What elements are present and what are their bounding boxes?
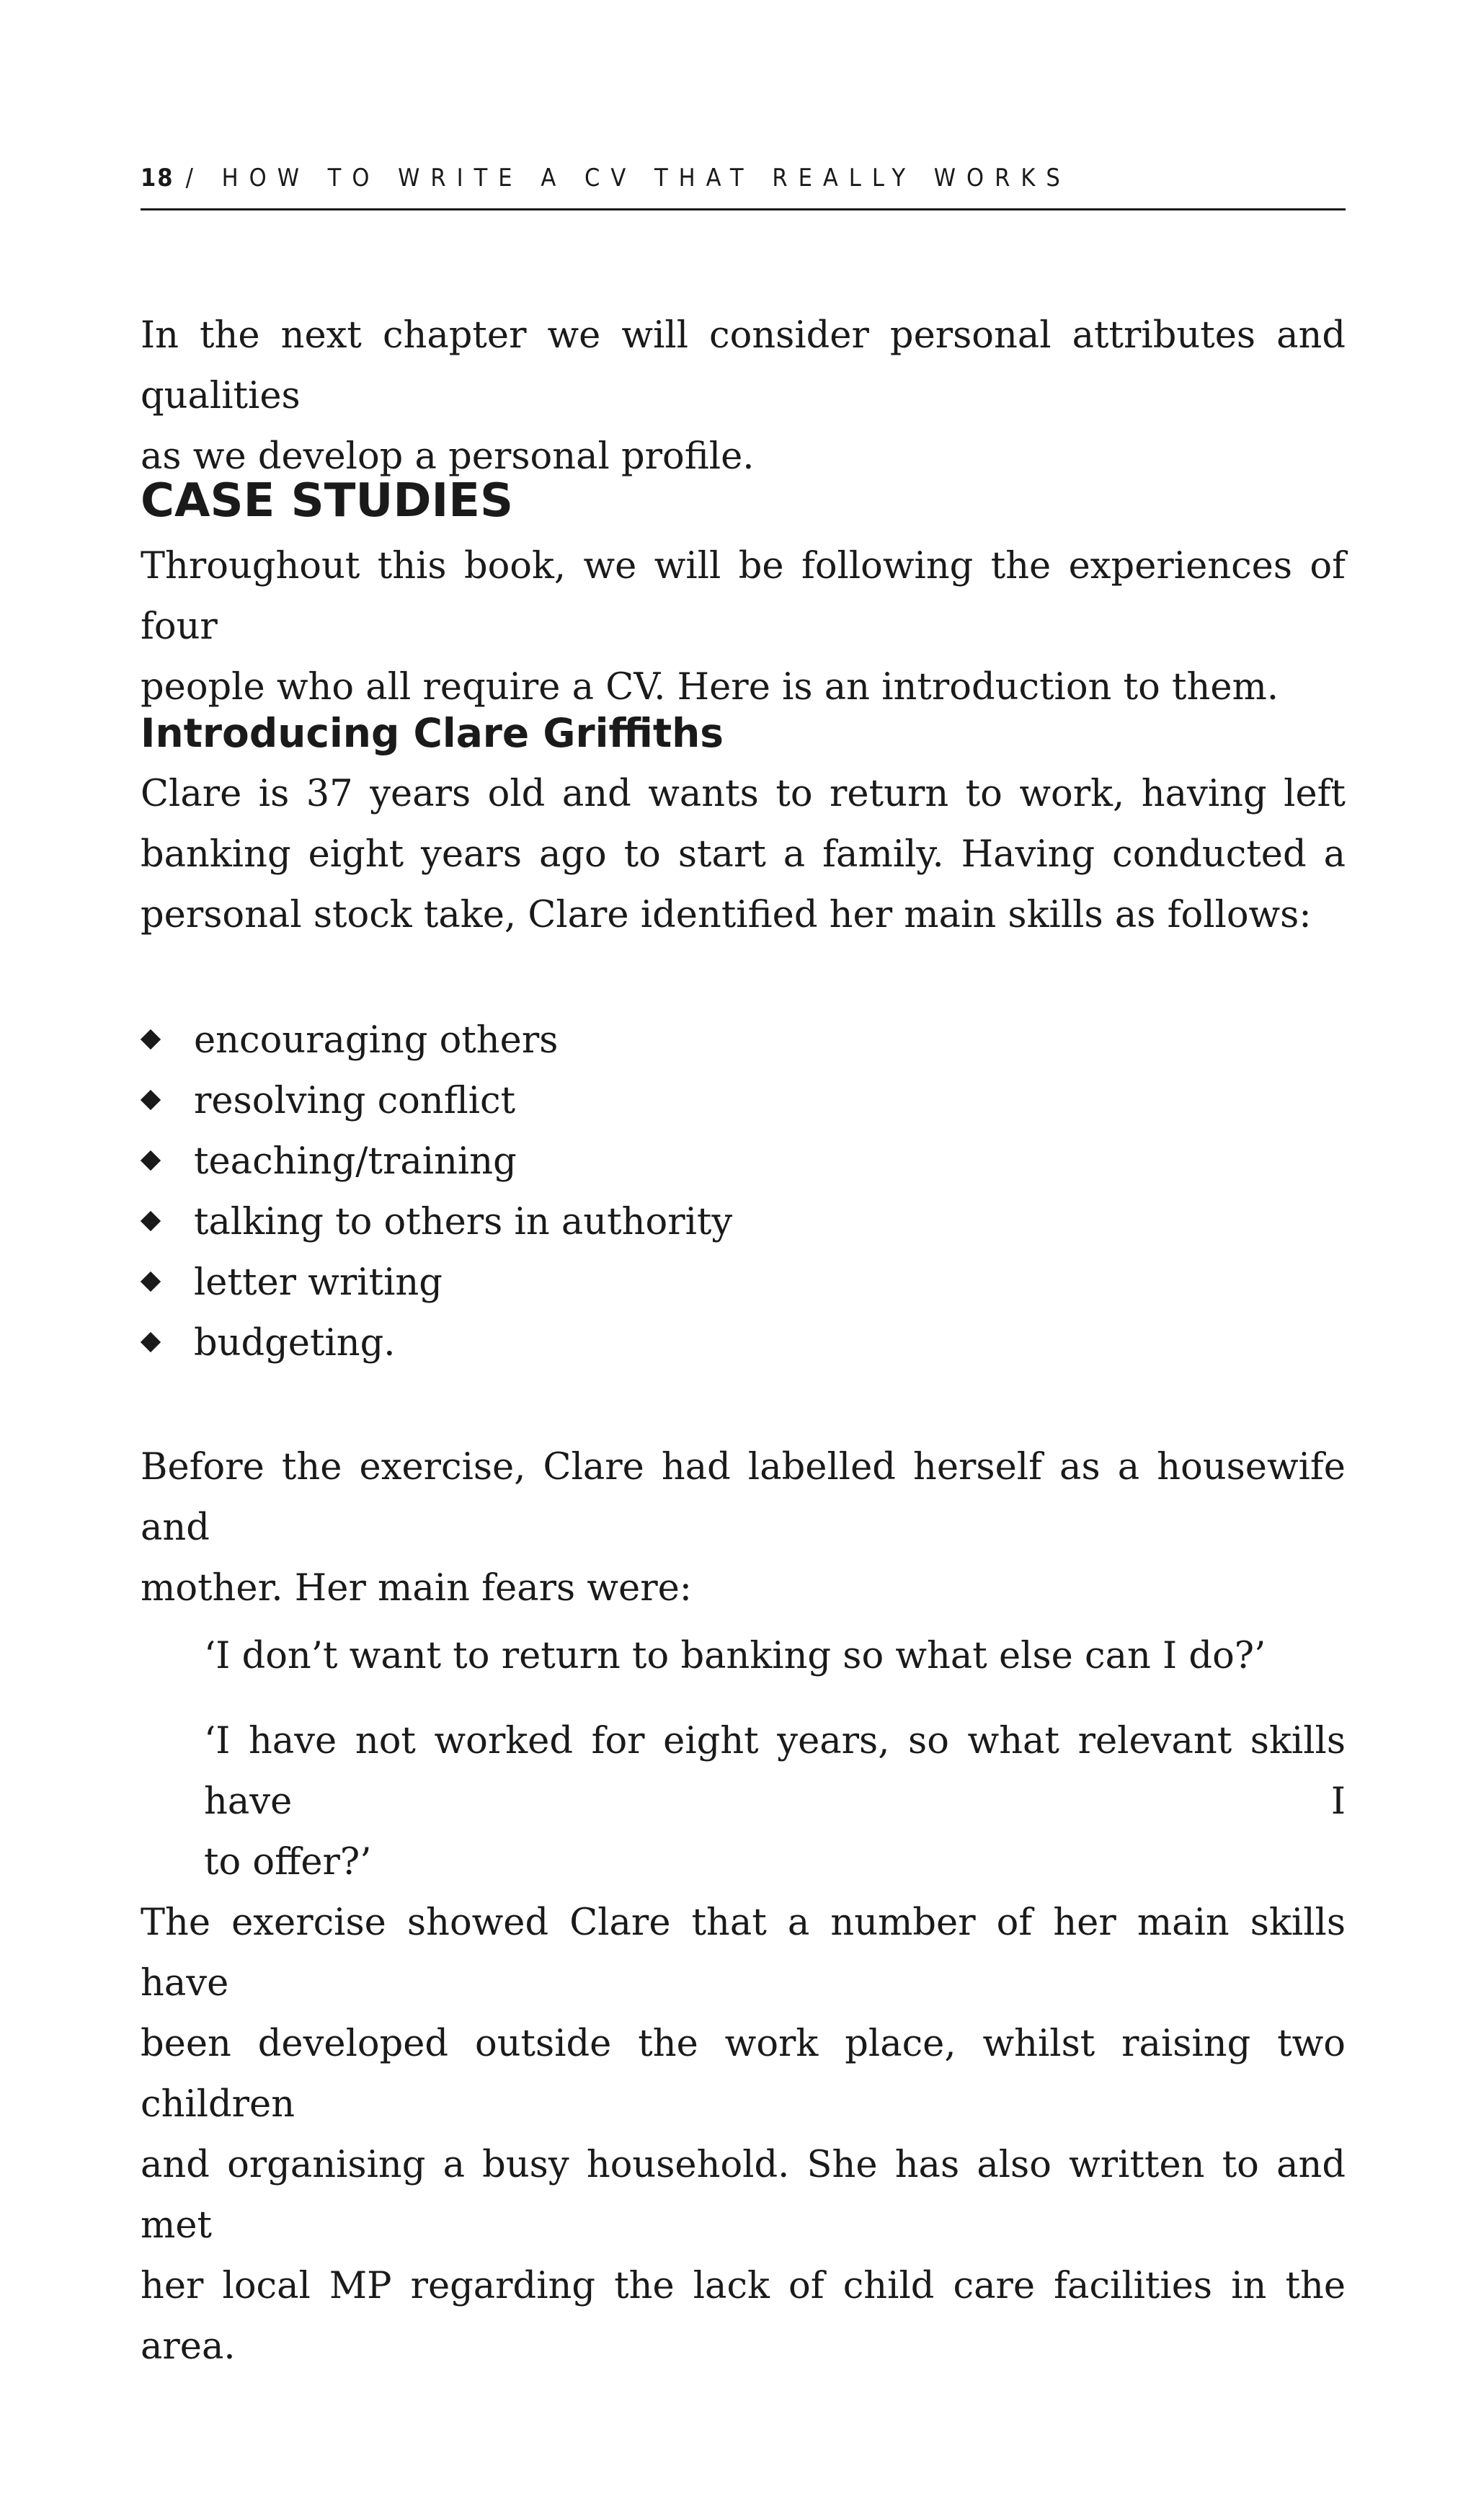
closing-line: and organising a busy household. She has also written to and met	[141, 2144, 1346, 2247]
quote-line: to offer?’	[204, 1841, 372, 1884]
before-exercise-paragraph	[141, 1437, 1346, 1619]
closing-line: her local MP regarding the lack of child care facilities in the area.	[141, 2265, 1346, 2368]
case-studies-paragraph	[141, 536, 1346, 718]
list-item	[141, 1192, 732, 1253]
quote-skills	[204, 1711, 1346, 1893]
header-separator: /	[185, 164, 204, 192]
before-exercise-line: Before the exercise, Clare had labelled herself as a housewife and	[141, 1446, 1346, 1549]
diamond-bullet-icon	[141, 1332, 161, 1352]
clare-heading: Introducing Clare Griffiths	[141, 710, 724, 756]
clare-intro-line: banking eight years ago to start a family. Having conducted a	[141, 833, 1346, 876]
case-studies-line: people who all require a CV. Here is an introduction to them.	[141, 666, 1279, 709]
diamond-bullet-icon	[141, 1211, 161, 1231]
skill-text: resolving conflict	[194, 1080, 516, 1122]
skills-list	[141, 1011, 732, 1374]
skill-text: teaching/training	[194, 1140, 517, 1183]
skill-text: encouraging others	[194, 1019, 559, 1062]
before-exercise-line: mother. Her main fears were:	[141, 1567, 692, 1610]
clare-intro-paragraph	[141, 764, 1346, 946]
diamond-bullet-icon	[141, 1090, 161, 1110]
list-item	[141, 1071, 732, 1132]
list-item	[141, 1313, 732, 1374]
quote-banking: ‘I don’t want to return to banking so what else can I do?’	[204, 1635, 1266, 1677]
skill-text: talking to others in authority	[194, 1201, 733, 1243]
clare-intro-line: personal stock take, Clare identified her main skills as follows:	[141, 894, 1312, 936]
diamond-bullet-icon	[141, 1150, 161, 1171]
case-studies-heading: CASE STUDIES	[141, 474, 514, 528]
quote-line: ‘I have not worked for eight years, so what relevant skills have I	[204, 1720, 1346, 1823]
header-rule	[141, 208, 1346, 210]
running-header	[141, 160, 1346, 196]
closing-line: The exercise showed Clare that a number of her main skills have	[141, 1902, 1346, 2005]
diamond-bullet-icon	[141, 1029, 161, 1050]
book-title: HOW TO WRITE A CV THAT REALLY WORKS	[221, 164, 1071, 192]
clare-intro-line: Clare is 37 years old and wants to return to work, having left	[141, 773, 1346, 815]
list-item	[141, 1132, 732, 1192]
list-item	[141, 1011, 732, 1071]
closing-paragraph	[141, 1893, 1346, 2377]
page-number: 18	[141, 164, 174, 192]
skill-text: letter writing	[194, 1261, 443, 1304]
intro-line: as we develop a personal profile.	[141, 435, 755, 478]
intro-line: In the next chapter we will consider personal attributes and qualities	[141, 314, 1346, 417]
case-studies-line: Throughout this book, we will be following the experiences of four	[141, 545, 1346, 648]
diamond-bullet-icon	[141, 1272, 161, 1292]
closing-line: been developed outside the work place, whilst raising two children	[141, 2023, 1346, 2126]
list-item	[141, 1253, 732, 1313]
skill-text: budgeting.	[194, 1322, 396, 1365]
intro-paragraph	[141, 306, 1346, 487]
